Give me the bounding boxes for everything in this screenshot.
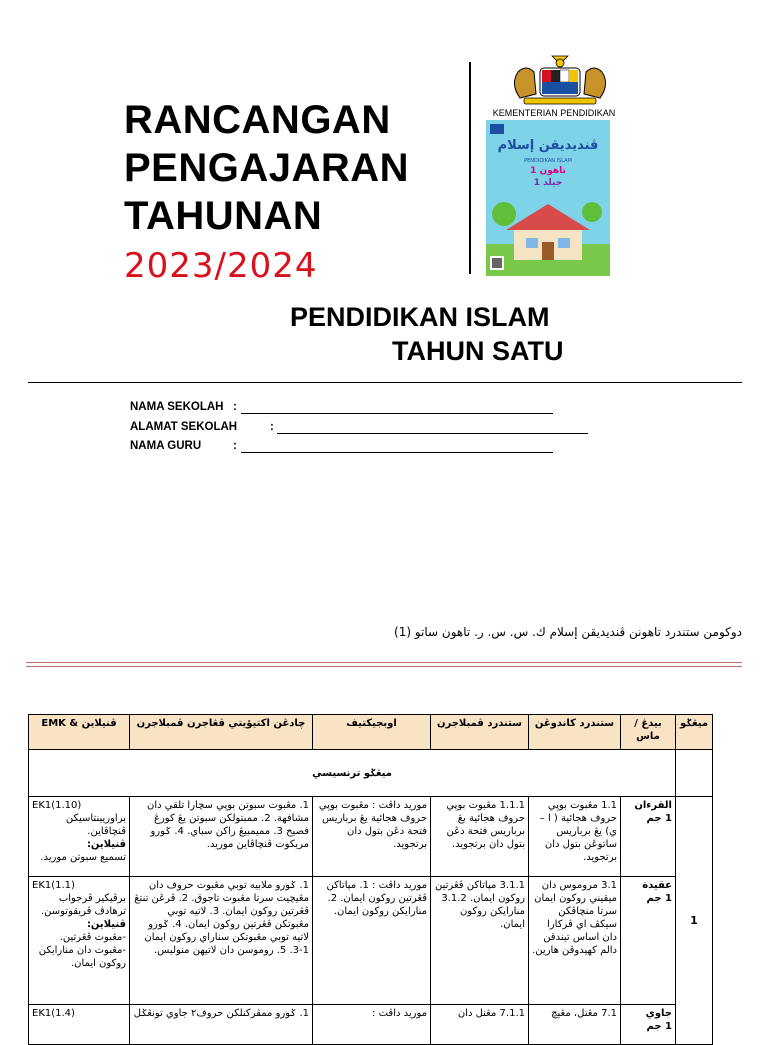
school-name-line[interactable] [241,413,553,414]
subject-line-2: TAHUN SATU [392,336,564,366]
emk-code: EK1(1.4) [32,1008,75,1019]
table-row [29,1005,713,1045]
content-standard-cell: 3.1 مروموس دان ميقيني روکون ايمان سرتا منچاڤکن سيکڤ اي ڤرکارا دان اساس تيندقن دالم کهيدوڤن هارين. [529,877,621,1005]
field-name: جاوي [645,1008,672,1019]
field-name: عقيدة [642,880,672,891]
school-address-line[interactable] [277,433,588,434]
school-address-field [130,421,237,433]
field-duration: 1 جم [646,893,672,904]
teacher-name-field [130,440,201,452]
emk-cell [29,797,130,877]
assessment-text: تسميع سبوتن موريد. [40,852,126,863]
field-duration: 1 جم [646,813,672,824]
header-content-standard: ستندرد کاندوڠن [529,715,621,750]
header-emk: EMK & ڤنيلاين [29,715,130,750]
transition-week-cell [676,750,713,797]
header-activity: چادڠن اکتيؤيتي ڤڠاجرن ڤمبلاجرن [130,715,313,750]
field-cell [621,797,676,877]
header-divider [28,382,742,383]
header-objective: اوبجيکتيف [313,715,431,750]
double-rule-bottom [26,666,742,667]
table-row [29,797,713,877]
emk-text: برڤيکير ڤرجواب ترهادڤ ڤريقوتوسن. [40,893,126,917]
transition-row [29,750,713,797]
yearly-plan-table [28,714,713,1045]
subject-line-1: PENDIDIKAN ISLAM [290,302,550,332]
objective-cell: موريد داڤت : 1. مڽاتاکن ڤڠرتين روکون ايمان. 2. منارايکن روکون ايمان. [313,877,431,1005]
vertical-divider [469,62,471,274]
emk-text: براوريينتاسيکن ڤنچاڤاين. [65,813,126,837]
field-cell [621,877,676,1005]
school-name-field [130,401,224,413]
field-name: القرءان [634,800,672,811]
school-address-label: ALAMAT SEKOLAH [130,421,238,433]
content-standard-cell: 7.1 مڠنل، مڠيچ [529,1005,621,1045]
textbook-cover [486,120,610,276]
school-name-colon: : [233,401,237,413]
coat-of-arms-logo [500,54,620,106]
week-number: 1 [676,797,713,1045]
table-row [29,877,713,1005]
header-week: ميڠݢو [676,715,713,750]
header-field-time: بيدڠ / ماس [621,715,676,750]
title-line-1: RANCANGAN [124,98,391,142]
emk-cell [29,1005,130,1045]
title-line-2: PENGAJARAN [124,146,410,190]
teacher-name-label: NAMA GURU [130,440,202,452]
double-rule-top [26,662,742,663]
content-standard-cell: 1.1 مڠبوت بوڽي حروف هجائية ( ا – ي) يڠ برباريس ساتوڠن بتول دان برتجويد. [529,797,621,877]
year-label: 2023/2024 [124,246,318,286]
learning-standard-cell: 3.1.1 مڽاتاکن ڤڠرتين روکون ايمان. 3.1.2 منارايکن روکون ايمان. [431,877,529,1005]
document-standard-note: دوكومن ستندرد تاهونن ڤنديديقن إسلام ك. س. س. ر. تاهون ساتو (1) [394,625,742,639]
assessment-text: -مڠبوت ڤڠرتين. -مڠبوت دان منارايکن روکون ايمان. [38,932,126,969]
emk-code: EK1(1.10) [32,800,82,811]
ministry-name: KEMENTERIAN PENDIDIKAN [492,108,616,118]
objective-cell: موريد داڤت : مڠبوت بوڽي حروف هجائية يڠ برباريس فتحة دڠن بتول دان برتجويد. [313,797,431,877]
learning-standard-cell: 1.1.1 مڠبوت بوڽي حروف هجائية يڠ برباريس فتحة دڠن بتول دان برتجويد. [431,797,529,877]
cover-level: تاهون 1 [530,166,566,176]
title-line-3: TAHUNAN [124,194,323,238]
activity-cell: 1. مڠبوت سبوتن بوڽي سچارا تلقي دان مشافهة. 2. ممبتولکن سبوتن يڠ کورڠ فصيح 3. مميمبيڠ راکن سباي. 4. ݢورو مريکوت ڤنچاڤاين موريد. [130,797,313,877]
table-header-row [29,715,713,750]
cover-subtitle: PENDIDIKAN ISLAM [524,158,572,164]
activity-cell: 1. ݢورو ممڤرکنلکن حروف٢ جاوي تونڠݢل [130,1005,313,1045]
objective-cell: موريد داڤت : [313,1005,431,1045]
activity-cell: 1. ݢورو ملابيه توبي مڠبوت حروف دان مڠيچيت سرتا مڠبوت تاجوق. 2. ڤرڠن تنتڠ ڤڠرتين روکون ايمان. 3. لاتيه توبي مڠبوتکن ڤڠرتين روکون ايمان. 4. ݢورو لاتيه توبي مڠبوتکن سناراي روکون ايمان 1-3. 5. روموسن دان لاتيهن منوليس. [130,877,313,1005]
teacher-name-colon: : [233,440,237,452]
cover-house-illustration [486,190,610,276]
school-address-colon: : [270,421,274,433]
field-cell [621,1005,676,1045]
transition-week-label: ميڠݢو ترنسيسي [29,750,676,797]
field-duration: 1 جم [646,1021,672,1032]
header-learning-standard: ستندرد ڤمبلاجرن [431,715,529,750]
emk-cell [29,877,130,1005]
assessment-label: ڤنيلاين: [86,919,126,930]
assessment-label: ڤنيلاين: [86,839,126,850]
cover-volume: جيلد 1 [533,178,563,188]
school-name-label: NAMA SEKOLAH [130,401,224,413]
emk-code: EK1(1.1) [32,880,75,891]
teacher-name-line[interactable] [241,452,553,453]
cover-title: ڤنديديقن إسلام [497,138,599,153]
learning-standard-cell: 7.1.1 مڠنل دان [431,1005,529,1045]
